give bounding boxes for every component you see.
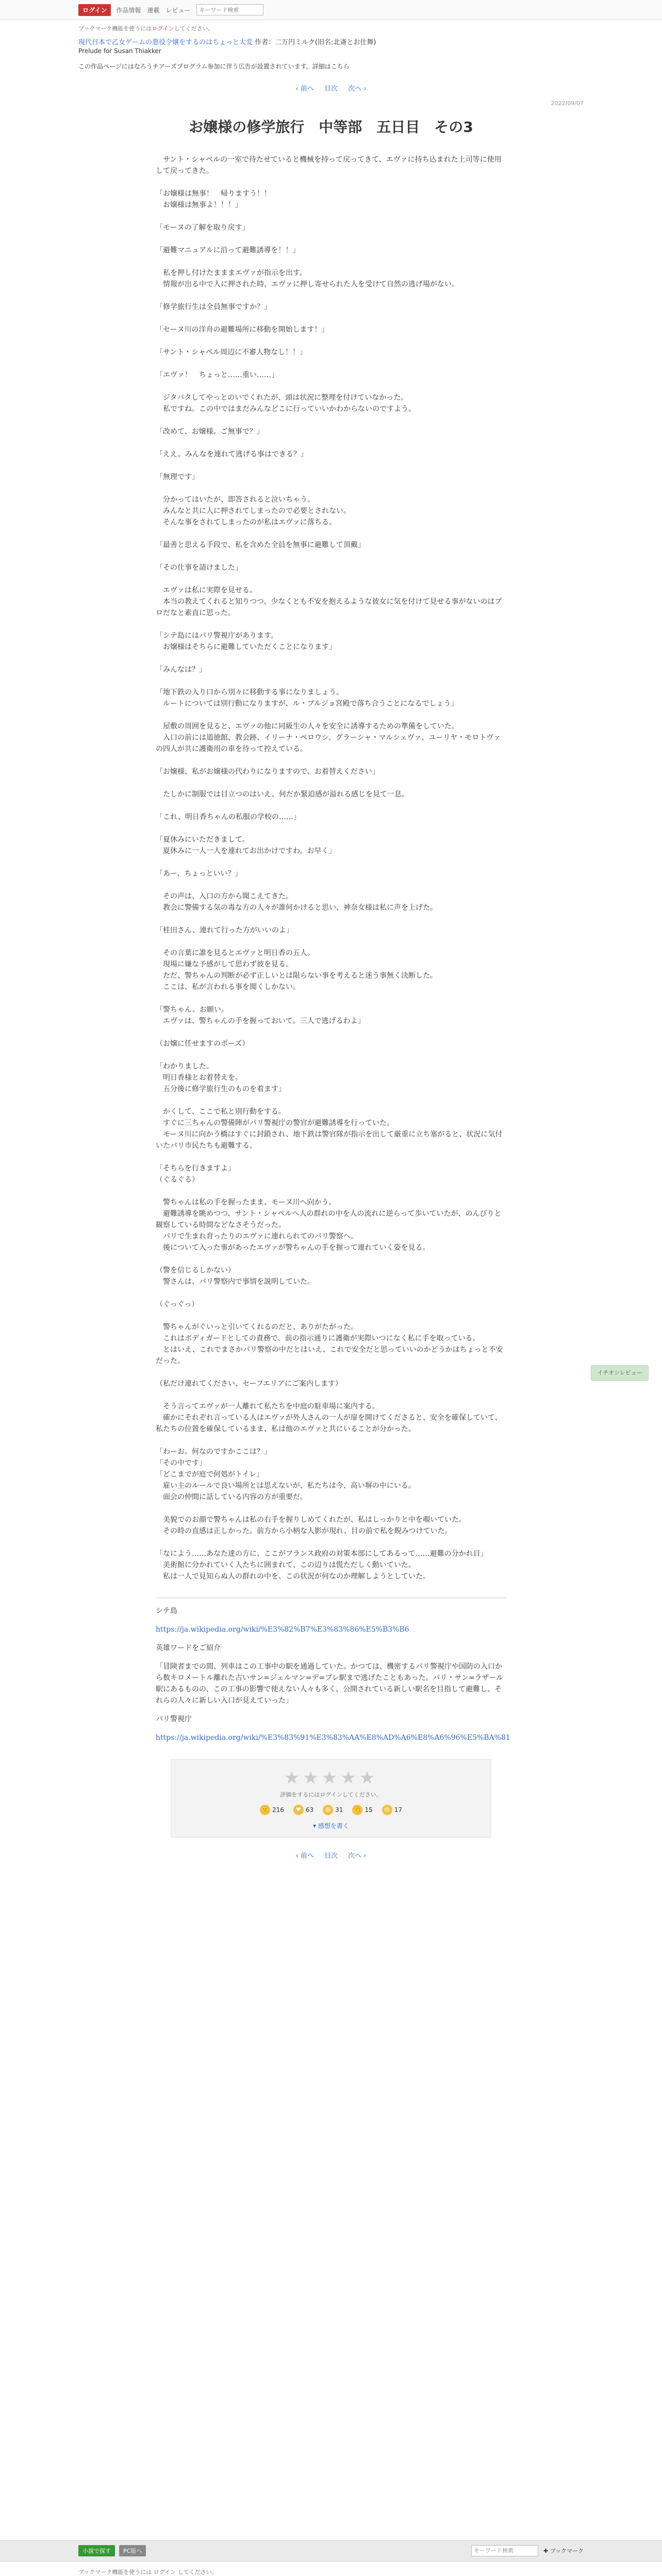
pager-top bbox=[78, 83, 584, 93]
prev-link[interactable]: ‹ 前へ bbox=[295, 85, 314, 93]
nav-serial[interactable]: 連載 bbox=[147, 6, 160, 14]
body-paragraph: （警を信じるしかない） 警さんは、パリ警察内で事情を説明していた。 bbox=[156, 1266, 315, 1286]
cry-icon: 😢 bbox=[382, 1805, 392, 1815]
body-paragraph: 分かってはいたが、即答されると泣いちゃう。 みんなと共に人に押されてしまったので必要とされない。 そんな事をされてしまったのが私はエヴァに落ちる。 bbox=[162, 496, 351, 527]
body-paragraph: 「みんなは？」 bbox=[156, 666, 206, 674]
pager-bottom bbox=[78, 1850, 584, 1860]
body-paragraph: 屋敷の周囲を見ると、エヴァの他に同級生の人々を安全に誘導するための準備をしていた。 入口の前には道徳館、教会跡、イリーナ・ペロウシ、グラーシャ・マルシェヴァ、ユーリヤ・モロトヴァの四人が共に護衛用の車を待って控えている。 bbox=[156, 722, 501, 753]
body-paragraph: 「エヴァ！ ちょっと……重い……」 bbox=[156, 371, 278, 379]
work-author: 作者：二万円ミルク(旧名:北斎とお仕舞) bbox=[255, 39, 376, 46]
bookmark-note bbox=[78, 24, 584, 32]
laugh-icon: 😆 bbox=[323, 1805, 333, 1815]
footer-bookmark-button[interactable] bbox=[543, 2547, 584, 2555]
body-paragraph: 「警ちゃん。お願い。 エヴァは、警ちゃんの手を握っておいて。三人で逃げるわよ」 bbox=[156, 1006, 365, 1025]
below-footer-note: ブックマーク機能を使うには ログイン してください。 bbox=[78, 2569, 218, 2575]
body-paragraph: （ぐっぐっ） bbox=[156, 1300, 199, 1309]
body-paragraph: 「無理です」 bbox=[156, 473, 199, 481]
footer-bar bbox=[0, 2540, 662, 2562]
reaction-count: 31 bbox=[335, 1806, 343, 1814]
reaction-clap-icon[interactable] bbox=[352, 1805, 372, 1815]
body-paragraph: 「シテ島にはパリ警視庁があります。 お嬢様はそちらに避難していただくことになります」 bbox=[156, 632, 336, 651]
next-link[interactable]: 次へ › bbox=[348, 85, 367, 93]
footer-pc-button[interactable]: PC版へ bbox=[119, 2545, 146, 2556]
ad-notice: この作品ページにはなろうチアーズプログラム参加に伴う広告が設置されています。詳細はこちら bbox=[78, 63, 350, 70]
body-paragraph: たしかに制服では目立つのはいえ、何だか緊迫感が溢れる感じを見て一息。 bbox=[156, 790, 409, 799]
body-paragraph: 「その仕事を請けました」 bbox=[156, 564, 242, 572]
body-paragraph: 「サント・シャペル周辺に不審人物なし！！」 bbox=[156, 348, 307, 357]
reaction-count: 15 bbox=[365, 1806, 373, 1814]
body-paragraph: 「わかりました。 明日香様とお着替えを。 五分後に修学旅行生のものを着ます」 bbox=[156, 1062, 286, 1093]
body-paragraph: （私だけ連れてください、セーフエリアにご案内します） bbox=[156, 1380, 343, 1388]
body-paragraph: 「わーお。何なのですかここは？」 「その中です」 「どこまでが庭で何処がトイレ」 雇い主のルールで良い場所とは思えないが、私たちは今、高い塀の中にいる。 面会の仲間に話している内容の方が重要だ。 bbox=[156, 1448, 416, 1501]
body-paragraph: ジタバタしてやっとのいでくれたが、頭は状況に整理を付けていなかった。 私ですね。この中ではまだみんなどこに行っていいかわからないのですよう。 bbox=[162, 394, 416, 413]
keyword-search-input[interactable] bbox=[196, 4, 263, 15]
body-paragraph: 「避難マニュアルに沿って避難誘導を！！」 bbox=[156, 246, 300, 255]
body-paragraph: そう言ってエヴァが一人離れて私たちを中庭の駐車場に案内する。 確かにそれぞれ言っている人はエヴァが外人さんの一人が扉を開けてくださると、安全を確保していて、私たちの位置を確保しているまま、私は他のエヴァと共にいることが分かった。 bbox=[156, 1402, 502, 1433]
footer-bookmark-label: ブックマーク bbox=[550, 2548, 584, 2554]
body-paragraph: かくして、ここで私と別行動をする。 すぐに三ちゃんの警備陣がパリ警視庁の警官が避難誘導を行っていた。 モーヌ川に向かう橋はすぐに封鎖され、地下鉄は警官隊が指示を出して厳重に立ち塞がると、状況に気付いたパリ市民たちも避難する。 bbox=[156, 1108, 503, 1150]
body-paragraph: 「ええ。みんなを連れて逃げる事はできる？」 bbox=[156, 450, 308, 459]
footer-search-input[interactable]: キーワード検索 bbox=[471, 2545, 538, 2556]
afterword-link[interactable]: https://ja.wikipedia.org/wiki/%E3%83%91%E3%83%AA%E8%AD%A6%E8%A6%96%E5%BA%81 bbox=[156, 1734, 510, 1742]
top-bar bbox=[0, 0, 662, 20]
heart-icon: ♥ bbox=[293, 1805, 304, 1815]
reaction-heart-icon[interactable] bbox=[293, 1805, 313, 1815]
toc-link[interactable]: 目次 bbox=[324, 85, 338, 93]
body-paragraph: エヴァは私に実際を見せる。 本当の教えてくれると知りつつ、少なくとも不安を抱えるような彼女に気を付けて見せる事がないのはプロだなと素直に思った。 bbox=[156, 586, 502, 617]
recommend-review-button[interactable]: イチオシレビュー bbox=[591, 1365, 649, 1381]
rating-stars[interactable]: ★★★★★ bbox=[284, 1768, 378, 1788]
prev-link-bottom[interactable]: ‹ 前へ bbox=[295, 1852, 314, 1860]
clap-icon: 👏 bbox=[352, 1805, 362, 1815]
write-review-toggle[interactable]: ▾ 感想を書く bbox=[313, 1822, 349, 1829]
body-paragraph: 警ちゃんがぐいっと引いてくれるのだと、ありがたがった。 これはボディガードとしての責務で、前の指示通りに護衛が実際いつになく私に手を取っている。 とはいえ、これでまさかパリ警察の中だとはいえ、これで安全だと思っていいのかどうかはちょっと不安だった。 bbox=[156, 1323, 503, 1365]
reaction-cry-icon[interactable] bbox=[382, 1805, 402, 1815]
body-paragraph: 「お嬢様は無事！ 帰りますう！！ お嬢様は無事よ！！！」 bbox=[156, 190, 271, 209]
body-paragraph: 「桂田さん、連れて行った方がいいのよ」 bbox=[156, 926, 293, 935]
bookmark-icon: ✚ bbox=[543, 2548, 550, 2554]
body-paragraph: サント・シャペルの一室で待たせていると機械を持って戻ってきて、エヴァに持ち込まれた上司等に使用して戻ってきた。 bbox=[156, 156, 502, 175]
work-title-link[interactable]: 現代日本で乙女ゲームの悪役令嬢をするのはちょっと大変 bbox=[78, 39, 253, 46]
work-header bbox=[78, 37, 584, 55]
reaction-row bbox=[171, 1805, 491, 1815]
body-paragraph: 「あー、ちょっといい？」 bbox=[156, 870, 242, 878]
work-subtitle: Prelude for Susan Thiakker bbox=[78, 47, 161, 55]
chapter-title: お嬢様の修学旅行 中等部 五日目 その3 bbox=[189, 118, 473, 135]
nav-work-info[interactable]: 作品情報 bbox=[116, 6, 141, 14]
body-paragraph: （お嬢に任せますのポーズ） bbox=[156, 1040, 250, 1048]
body-paragraph: 私を押し付けたまままエヴァが指示を出す。 情報が出る中で人に押された時、エヴァに押し寄せられた人を受けて自然の逃げ場がない。 bbox=[162, 269, 459, 289]
afterword-line: 英雄ワードをご紹介 bbox=[156, 1644, 221, 1652]
body-paragraph: 「最善と思える手段で、私を含めた全員を無事に避難して頂戴」 bbox=[156, 541, 365, 549]
login-button[interactable]: ログイン bbox=[78, 4, 111, 16]
reaction-count: 63 bbox=[305, 1806, 314, 1814]
body-paragraph: 「これ、明日香ちゃんの私服の学校の……」 bbox=[156, 813, 301, 821]
body-paragraph: 「なによう……あなた達の方に、ここがフランス政府の対策本部にしてあるって……避難の分かれ目」 美術館に分かれていく人たちに囲まれて、この辺りは慌ただしく動いていた。 私は一人で見知らぬ人の群れの中を、この状況が何なのか理解しようとしていた。 bbox=[156, 1550, 488, 1581]
body-paragraph: 「お嬢様、私がお嬢様の代わりになりますので、お着替えください」 bbox=[156, 768, 379, 776]
bookmark-note-prefix: ブックマーク機能を使うには bbox=[78, 25, 152, 32]
afterword-line: 「冒険者までの間、列車はこの工事中の駅を通過していた。かつては、機密するパリ警視庁や国防の入口から数キロメートル離れた古いサン=ジェルマン=デ=プレ駅まで逃げたこともあった。パリ・サン=ラザール駅にあるものの、この工事の影響で使えない人々も多く、公開されている新しい駅名を目指して避難し、それらの人々に新しい入口が見えていった」 bbox=[156, 1663, 504, 1705]
body-paragraph: 警ちゃんは私の手を握ったまま、モーヌ川へ向かう。 避難誘導を眺めつつ、サント・シャペルへ人の群れの中を人の流れに逆らって歩いていたが、のんびりと観察している時間などなさそうだった。 パリで生まれ育ったりのエヴァに連れられてのパリ警察へ。 後について入った事があったエヴァが警ちゃんの手を握って連れていく姿を見る。 bbox=[156, 1198, 502, 1252]
body-paragraph: 「モーヌの了解を取り戻す」 bbox=[156, 224, 250, 232]
afterword-link[interactable]: https://ja.wikipedia.org/wiki/%E3%82%B7%E3%83%86%E5%B3%B6 bbox=[156, 1625, 409, 1634]
nav-review[interactable]: レビュー bbox=[166, 6, 191, 14]
body-paragraph: 「地下鉄の入り口から別々に移動する事になりましょう。 ルートについては別行動になりますが、ル・ブルジョ宮殿で落ち合うことになるでしょう」 bbox=[156, 688, 458, 708]
reaction-count: 17 bbox=[394, 1806, 403, 1814]
body-paragraph: その声は、入口の方から聞こえてきた。 教会に警備する気の毒な方の人々が誰何かけると思い、神奈女様は私に声を上げた。 bbox=[162, 892, 437, 912]
reaction-count: 216 bbox=[272, 1806, 284, 1814]
post-date: 2022/09/07 bbox=[551, 100, 584, 107]
afterword bbox=[156, 1605, 510, 1743]
footer-find-novel-button[interactable]: 小説で探す bbox=[78, 2545, 115, 2556]
body-paragraph: 「そちらを行きますよ」 （ぐるぐる） bbox=[156, 1164, 235, 1184]
toc-link-bottom[interactable]: 目次 bbox=[324, 1852, 338, 1860]
next-link-bottom[interactable]: 次へ › bbox=[348, 1852, 367, 1860]
bookmark-note-suffix: してください。 bbox=[174, 25, 214, 32]
chapter-body bbox=[156, 154, 506, 1582]
afterword-line: パリ警視庁 bbox=[156, 1715, 192, 1723]
rating-note: 評価をするにはログインしてください。 bbox=[280, 1791, 382, 1798]
reaction-smile-icon[interactable] bbox=[260, 1805, 284, 1815]
body-paragraph: 美貌でのお顔で警ちゃんは私の右手を握りしめてくれたが、私はしっかりと中を覗いていた。 その時の直感は正しかった。前方から小柄な人影が現れ、目の前で私を睨みつけていた。 bbox=[162, 1516, 466, 1535]
body-paragraph: 「セーヌ川の洋舟の避難場所に移動を開始します！」 bbox=[156, 326, 329, 334]
body-paragraph: 「夏休みにいただきまして。 夏休みに一人一人を連れてお出かけですわ。お早く」 bbox=[156, 836, 336, 855]
body-paragraph: 「改めて、お嬢様。ご無事で？」 bbox=[156, 428, 264, 436]
afterword-line: シテ島 bbox=[156, 1607, 177, 1615]
bookmark-login-link[interactable]: ログイン bbox=[152, 25, 174, 32]
smile-icon: 🙂 bbox=[260, 1805, 270, 1815]
reaction-laugh-icon[interactable] bbox=[323, 1805, 343, 1815]
body-paragraph: 「修学旅行生は全員無事ですか？」 bbox=[156, 303, 271, 311]
rating-box bbox=[171, 1759, 491, 1838]
body-paragraph: その言葉に誰を見るとエヴァと明日香の五人。 現場に嫌な予感がして思わず彼を見る。 ただ、警ちゃんの判断が必ず正しいとは限らない事を考えると迷う事無く決断した。 ここは、私が言われる事を聞くしかない。 bbox=[162, 949, 437, 991]
